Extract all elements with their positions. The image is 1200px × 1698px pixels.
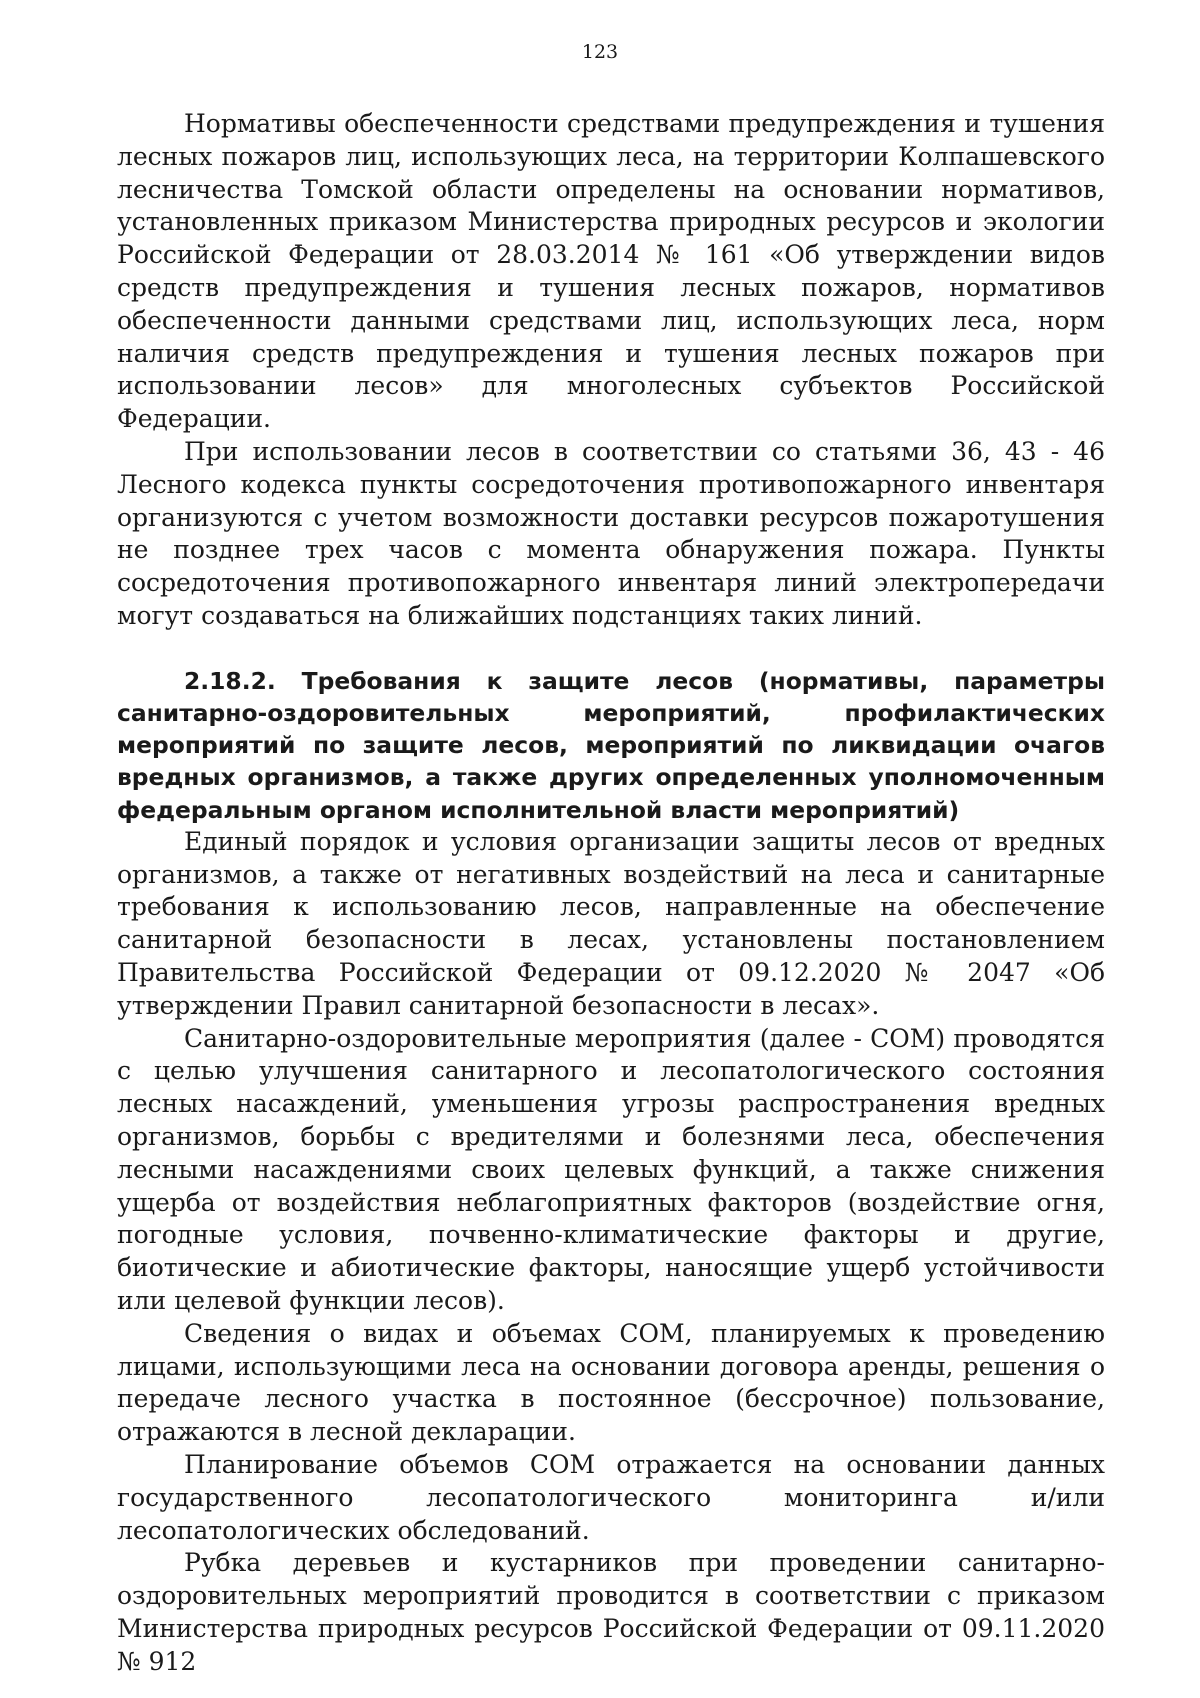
paragraph-forest-protection-rules: Единый порядок и условия организации защиты лесов от вредных организмов, а также от негативных воздействий на леса и санитарные требования к использованию лесов, направленные на обеспечение санитарной безопасности в лесах, установлены постановлением Правительства Российской Федерации от 09.12.2020 № 2047 «Об утверждении Правил санитарной безопасности в лесах». [117, 826, 1105, 1020]
paragraph-felling-order: Рубка деревьев и кустарников при проведении санитарно-оздоровительных мероприятий проводится в соответствии с приказом Министерства природных ресурсов Российской Федерации от 09.11.2020 № 912 [117, 1548, 1105, 1676]
page-content [117, 108, 1105, 1678]
page-number: 123 [581, 41, 619, 63]
paragraph-som-purpose: Санитарно-оздоровительные мероприятия (далее - СОМ) проводятся с целью улучшения санитарного и лесопатологического состояния лесных насаждений, уменьшения угрозы распространения вредных организмов, борьбы с вредителями и болезнями леса, обеспечения лесными насаждениями своих целевых функций, а также снижения ущерба от воздействия неблагоприятных факторов (воздействие огня, погодные условия, почвенно-климатические факторы и другие, биотические и абиотические факторы, наносящие ущерб устойчивости или целевой функции лесов). [117, 1023, 1105, 1315]
paragraph-fire-equipment-norms: Нормативы обеспеченности средствами предупреждения и тушения лесных пожаров лиц, использующих леса, на территории Колпашевского лесничества Томской области определены на основании нормативов, установленных приказом Министерства природных ресурсов и экологии Российской Федерации от 28.03.2014 № 161 «Об утверждении видов средств предупреждения и тушения лесных пожаров, нормативов обеспеченности данными средствами лиц, использующих леса, норм наличия средств предупреждения и тушения лесных пожаров при использовании лесов» для многолесных субъектов Российской Федерации. [117, 109, 1105, 434]
paragraph-som-declaration: Сведения о видах и объемах СОМ, планируемых к проведению лицами, использующими леса на основании договора аренды, решения о передаче лесного участка в постоянное (бессрочное) пользование, отражаются в лесной декларации. [117, 1318, 1105, 1447]
section-heading-2-18-2: 2.18.2. Требования к защите лесов (нормативы, параметры санитарно-оздоровительных мероприятий, профилактических мероприятий по защите лесов, мероприятий по ликвидации очагов вредных организмов, а также других определенных уполномоченным федеральным органом исполнительной власти мероприятий) [117, 666, 1105, 824]
paragraph-fire-equipment-points: При использовании лесов в соответствии со статьями 36, 43 - 46 Лесного кодекса пункты сосредоточения противопожарного инвентаря организуются с учетом возможности доставки ресурсов пожаротушения не позднее трех часов с момента обнаружения пожара. Пункты сосредоточения противопожарного инвентаря линий электропередачи могут создаваться на ближайших подстанциях таких линий. [117, 436, 1105, 630]
paragraph-som-planning: Планирование объемов СОМ отражается на основании данных государственного лесопатологического мониторинга и/или лесопатологических обследований. [117, 1449, 1105, 1545]
